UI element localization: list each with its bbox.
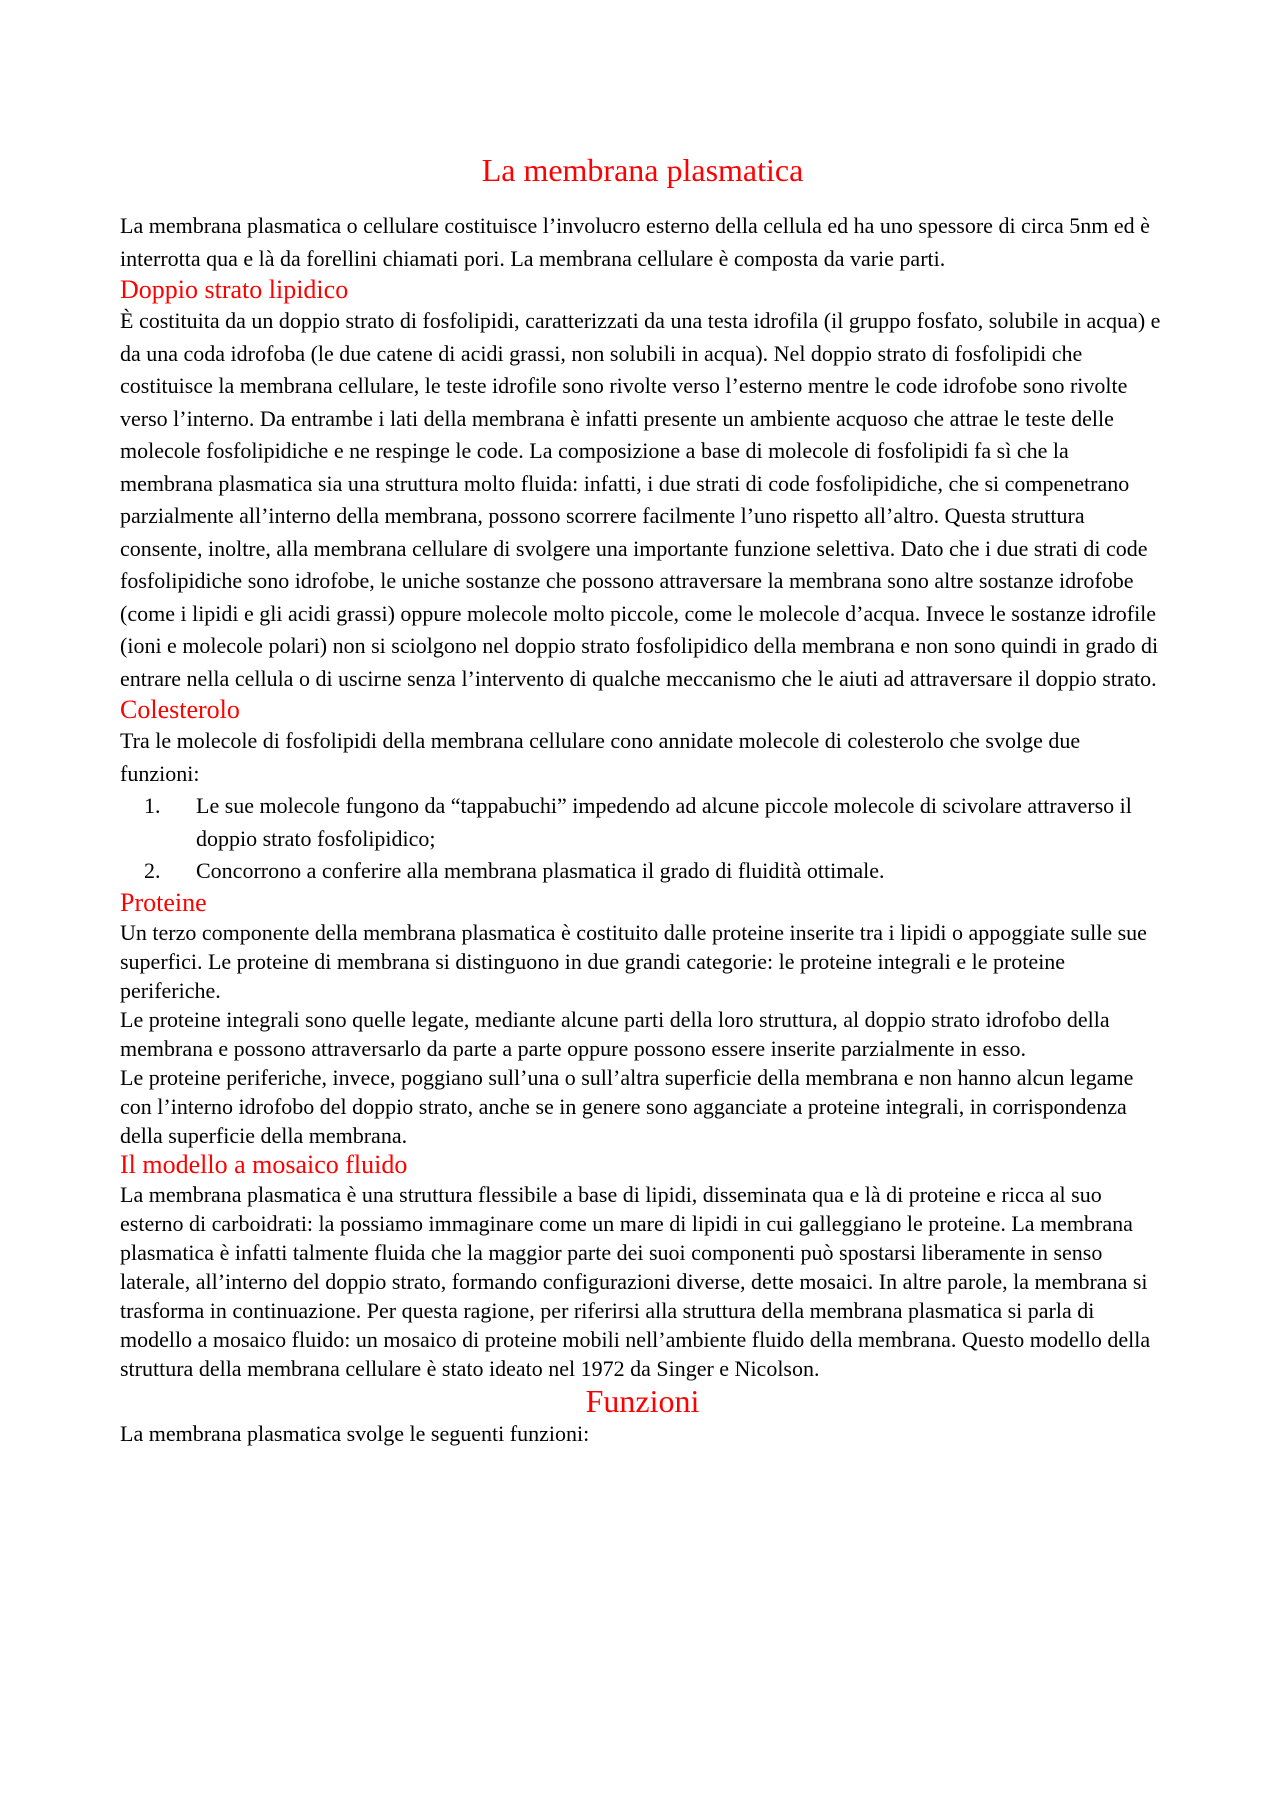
intro-paragraph: La membrana plasmatica o cellulare costituisce l’involucro esterno della cellula ed ha uno spessore di circa 5nm ed è interrotta qua e là da forellini chiamati pori. La membrana cellulare è composta da varie parti.	[120, 213, 1150, 271]
list-item: 1. Le sue molecole fungono da “tappabuchi” impedendo ad alcune piccole molecole di scivolare attraverso il doppio strato fosfolipidico;	[166, 790, 1165, 855]
proteine-paragraph: Le proteine periferiche, invece, poggiano sull’una o sull’altra superficie della membrana e non hanno alcun legame con l’interno idrofobo del doppio strato, anche se in genere sono agganciate a proteine integrali, in corrispondenza della superficie della membrana.	[120, 1064, 1134, 1148]
heading-doppio-strato: Doppio strato lipidico	[120, 275, 349, 304]
list-item: 2. Concorrono a conferire alla membrana plasmatica il grado di fluidità ottimale.	[166, 855, 1165, 888]
document-page	[120, 150, 1165, 1448]
colesterolo-list	[120, 790, 1165, 888]
proteine-paragraph: Le proteine integrali sono quelle legate, mediante alcune parti della loro struttura, al doppio strato idrofobo della membrana e possono attraversarlo da parte a parte oppure possono essere inserite parzialmente in esso.	[120, 1006, 1110, 1061]
heading-proteine: Proteine	[120, 887, 207, 917]
page-title: La membrana plasmatica	[481, 152, 804, 188]
colesterolo-paragraph: Tra le molecole di fosfolipidi della membrana cellulare cono annidate molecole di colesterolo che svolge due funzioni:	[120, 728, 1081, 786]
heading-funzioni: Funzioni	[585, 1382, 700, 1419]
doppio-strato-paragraph: È costituita da un doppio strato di fosfolipidi, caratterizzati da una testa idrofila (il gruppo fosfato, solubile in acqua) e da una coda idrofoba (le due catene di acidi grassi, non solubili in acqua). Nel doppio strato di fosfolipidi che costituisce la membrana cellulare, le teste idrofile sono rivolte verso l’esterno mentre le code idrofobe sono rivolte verso l’interno. Da entrambe i lati della membrana è infatti presente un ambiente acquoso che attrae le teste delle molecole fosfolipidiche e ne respinge le code. La composizione a base di molecole di fosfolipidi fa sì che la membrana plasmatica sia una struttura molto fluida: infatti, i due strati di code fosfolipidiche, che si compenetrano parzialmente all’interno della membrana, possono scorrere facilmente l’uno rispetto all’altro. Questa struttura consente, inoltre, alla membrana cellulare di svolgere una importante funzione selettiva. Dato che i due strati di code fosfolipidiche sono idrofobe, le uniche sostanze che possono attraversare la membrana sono altre sostanze idrofobe (come i lipidi e gli acidi grassi) oppure molecole molto piccole, come le molecole d’acqua. Invece le sostanze idrofile (ioni e molecole polari) non si sciolgono nel doppio strato fosfolipidico della membrana e non sono quindi in grado di entrare nella cellula o di uscirne senza l’intervento di qualche meccanismo che le aiuti ad attraversare il doppio strato.	[120, 308, 1161, 691]
heading-modello-mosaico: Il modello a mosaico fluido	[120, 1149, 408, 1179]
proteine-paragraph: Un terzo componente della membrana plasmatica è costituito dalle proteine inserite tra i lipidi o appoggiate sulle sue superfici. Le proteine di membrana si distinguono in due grandi categorie: le proteine integrali e le proteine periferiche.	[120, 919, 1147, 1003]
modello-mosaico-paragraph: La membrana plasmatica è una struttura flessibile a base di lipidi, disseminata qua e là di proteine e ricca al suo esterno di carboidrati: la possiamo immaginare come un mare di lipidi in cui galleggiano le proteine. La membrana plasmatica è infatti talmente fluida che la maggior parte dei suoi componenti può spostarsi liberamente in senso laterale, all’interno del doppio strato, formando configurazioni diverse, dette mosaici. In altre parole, la membrana si trasforma in continuazione. Per questa ragione, per riferirsi alla struttura della membrana plasmatica si parla di modello a mosaico fluido: un mosaico di proteine mobili nell’ambiente fluido della membrana. Questo modello della struttura della membrana cellulare è stato ideato nel 1972 da Singer e Nicolson.	[120, 1181, 1151, 1381]
funzioni-paragraph: La membrana plasmatica svolge le seguenti funzioni:	[120, 1420, 590, 1446]
heading-colesterolo: Colesterolo	[120, 695, 240, 724]
